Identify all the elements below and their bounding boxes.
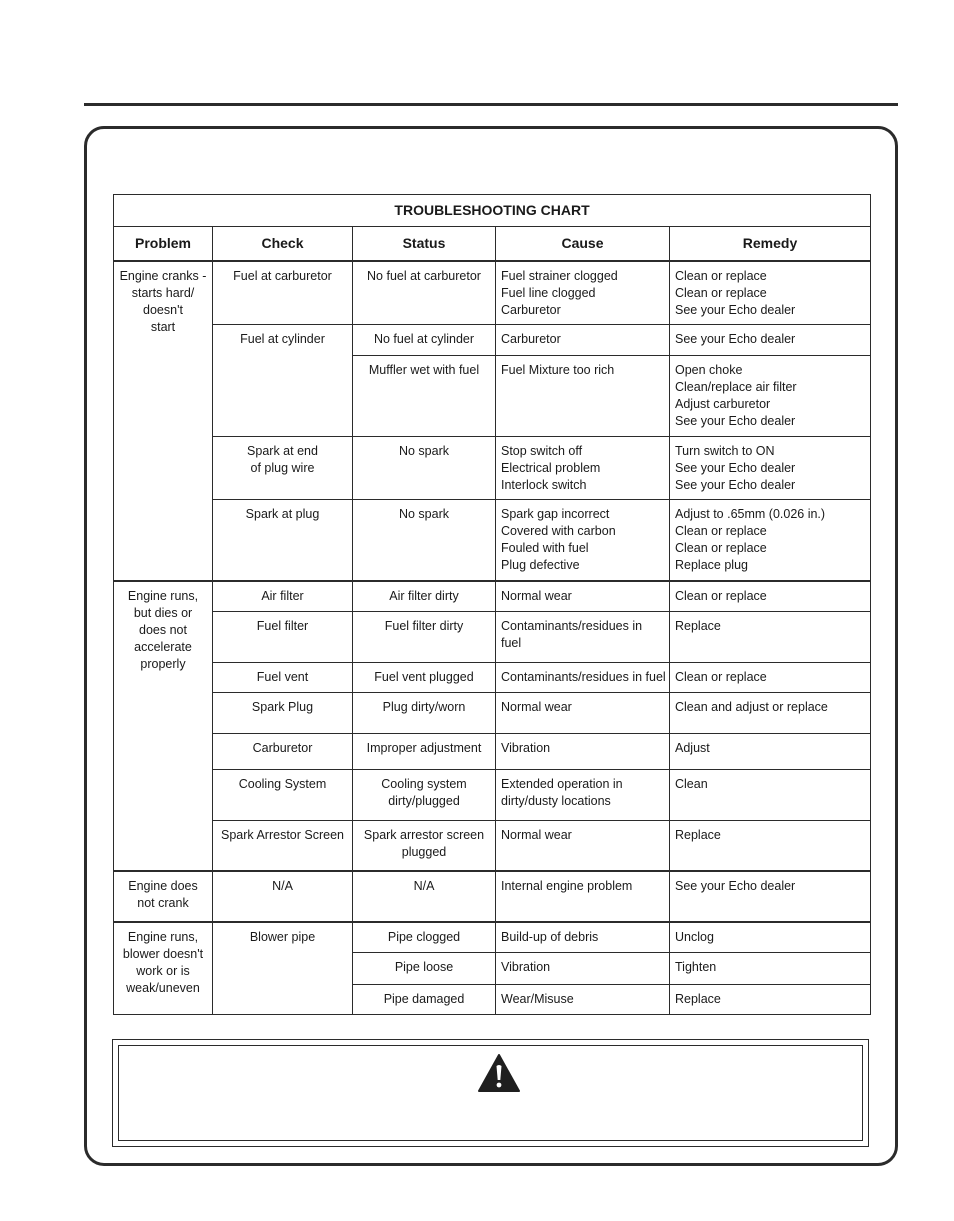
remedy-cell: Replace bbox=[675, 992, 721, 1006]
table-row bbox=[114, 693, 871, 734]
cause-cell: Contaminants/residues in fuel bbox=[496, 612, 670, 663]
problem-cell: Engine cranks - starts hard/ doesn't start bbox=[114, 261, 213, 581]
header-cause: Cause bbox=[496, 227, 670, 261]
status-cell: N/A bbox=[413, 878, 435, 893]
status-cell: Pipe clogged bbox=[387, 929, 461, 944]
table-row bbox=[114, 663, 871, 693]
check-cell: Blower pipe bbox=[249, 929, 316, 944]
check-cell: Spark at end of plug wire bbox=[213, 437, 353, 500]
remedy-cell: Tighten bbox=[675, 960, 717, 974]
remedy-cell: Replace bbox=[675, 619, 721, 633]
remedy-cell: Clean or replace Clean or replace See your Echo dealer bbox=[670, 261, 871, 325]
check-cell: Air filter bbox=[261, 588, 304, 603]
cause-cell: Fuel Mixture too rich bbox=[501, 363, 615, 377]
warning-box bbox=[112, 1039, 869, 1147]
cause-cell: Vibration bbox=[501, 741, 551, 755]
check-cell: Fuel filter bbox=[256, 619, 309, 633]
table-row bbox=[114, 734, 871, 770]
cause-cell: Vibration bbox=[501, 960, 551, 974]
table-row bbox=[114, 500, 871, 581]
problem-cell: Engine does not crank bbox=[114, 871, 213, 922]
status-cell: No spark bbox=[398, 444, 450, 458]
header-problem: Problem bbox=[114, 227, 213, 261]
table-row bbox=[114, 871, 871, 922]
remedy-cell: Adjust to .65mm (0.026 in.) Clean or replace Clean or replace Replace plug bbox=[670, 500, 871, 581]
status-cell: No fuel at carburetor bbox=[367, 268, 481, 283]
warning-triangle-icon bbox=[477, 1053, 521, 1093]
cause-cell: Fuel strainer clogged Fuel line clogged Carburetor bbox=[496, 261, 670, 325]
table-row bbox=[114, 770, 871, 821]
status-cell: Fuel filter dirty bbox=[384, 619, 464, 633]
check-cell: Fuel at cylinder bbox=[240, 332, 325, 346]
status-cell: Pipe loose bbox=[394, 960, 454, 974]
table-row bbox=[114, 437, 871, 500]
table-row bbox=[114, 261, 871, 325]
status-cell: Cooling system dirty/plugged bbox=[353, 770, 496, 821]
status-cell: Air filter dirty bbox=[389, 588, 459, 603]
status-cell: Pipe damaged bbox=[383, 992, 465, 1006]
status-cell: Muffler wet with fuel bbox=[368, 363, 480, 377]
header-remedy: Remedy bbox=[670, 227, 871, 261]
check-cell: Spark at plug bbox=[245, 507, 320, 521]
remedy-cell: Clean and adjust or replace bbox=[675, 700, 828, 714]
cause-cell: Spark gap incorrect Covered with carbon Fouled with fuel Plug defective bbox=[496, 500, 670, 581]
table-row bbox=[114, 821, 871, 871]
check-cell: Carburetor bbox=[252, 741, 313, 755]
cause-cell: Build-up of debris bbox=[501, 929, 599, 944]
cause-cell: Carburetor bbox=[501, 332, 561, 346]
cause-cell: Normal wear bbox=[501, 828, 572, 842]
problem-cell: Engine runs, blower doesn't work or is weak/uneven bbox=[114, 922, 213, 1015]
troubleshooting-chart bbox=[113, 194, 871, 1015]
problem-cell: Engine runs, but dies or does not accelerate properly bbox=[114, 581, 213, 871]
table-row bbox=[114, 581, 871, 612]
cause-cell: Extended operation in dirty/dusty locations bbox=[496, 770, 670, 821]
status-cell: No spark bbox=[398, 507, 450, 521]
check-cell: Cooling System bbox=[238, 777, 327, 791]
remedy-cell: Clean or replace bbox=[675, 670, 767, 684]
remedy-cell: See your Echo dealer bbox=[675, 332, 796, 346]
status-cell: Spark arrestor screen plugged bbox=[353, 821, 496, 871]
header-status: Status bbox=[353, 227, 496, 261]
status-cell: Plug dirty/worn bbox=[382, 700, 466, 714]
check-cell: Spark Plug bbox=[251, 700, 314, 714]
remedy-cell: Turn switch to ON See your Echo dealer See your Echo dealer bbox=[670, 437, 871, 500]
cause-cell: Normal wear bbox=[501, 588, 572, 603]
remedy-cell: Open choke Clean/replace air filter Adjust carburetor See your Echo dealer bbox=[670, 356, 871, 437]
check-cell: Spark Arrestor Screen bbox=[221, 828, 344, 842]
chart-title: TROUBLESHOOTING CHART bbox=[114, 195, 871, 227]
table-row bbox=[114, 325, 871, 356]
check-cell: Fuel vent bbox=[256, 670, 309, 684]
remedy-cell: Clean or replace bbox=[675, 588, 767, 603]
cause-cell: Internal engine problem bbox=[501, 878, 633, 893]
remedy-cell: Adjust bbox=[675, 741, 710, 755]
status-cell: Improper adjustment bbox=[366, 741, 482, 755]
top-rule bbox=[84, 103, 898, 106]
remedy-cell: Clean bbox=[675, 777, 708, 791]
cause-cell: Wear/Misuse bbox=[501, 992, 574, 1006]
status-cell: No fuel at cylinder bbox=[373, 332, 475, 346]
warning-box-inner bbox=[118, 1045, 863, 1141]
remedy-cell: Replace bbox=[675, 828, 721, 842]
check-cell: N/A bbox=[272, 878, 293, 893]
table-row bbox=[114, 922, 871, 953]
cause-cell: Contaminants/residues in fuel bbox=[501, 670, 666, 684]
status-cell: Fuel vent plugged bbox=[374, 670, 474, 684]
header-check: Check bbox=[213, 227, 353, 261]
cause-cell: Stop switch off Electrical problem Interlock switch bbox=[496, 437, 670, 500]
table-row bbox=[114, 612, 871, 663]
remedy-cell: See your Echo dealer bbox=[675, 878, 796, 893]
check-cell: Fuel at carburetor bbox=[233, 268, 332, 283]
remedy-cell: Unclog bbox=[675, 929, 714, 944]
cause-cell: Normal wear bbox=[501, 700, 572, 714]
